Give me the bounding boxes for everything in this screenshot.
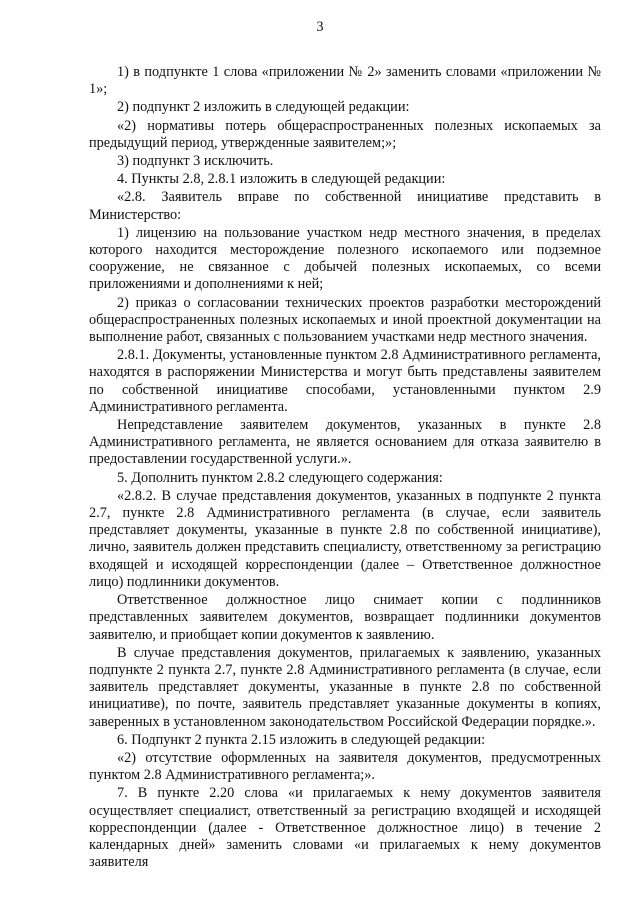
paragraph: 3) подпункт 3 исключить. xyxy=(117,153,274,170)
paragraph: 2.8.1. Документы, установленные пунктом 2.8 Административного регламента, находятся в распоряжении Министерства и могут быть представлены заявителем по собственной инициативе способами, установленными пунктом 2.9 Административного регламента. xyxy=(89,347,601,415)
paragraph: «2.8.2. В случае представления документов, указанных в подпункте 2 пункта 2.7, пункте 2.8 Административного регламента (в случае, если заявитель представляет документы, указанные в пункте 2.8 по собственной инициативе), лично, заявитель должен представить специалисту, ответственному за регистрацию входящей и исходящей корреспонденции (далее – Ответственное должностное лицо) подлинники документов. xyxy=(89,487,601,590)
paragraph: «2.8. Заявитель вправе по собственной инициативе представить в Министерство: xyxy=(89,189,601,223)
document-body xyxy=(89,64,601,871)
paragraph: В случае представления документов, прилагаемых к заявлению, указанных подпункте 2 пункта 2.7, пункте 2.8 Административного регламента (в случае, если заявитель представляет документы, указанные в пункте 2.8 по собственной инициативе), по почте, заявитель представляет указанные документы в копиях, заверенных в установленном законодательством Российской Федерации порядке.». xyxy=(89,644,601,730)
paragraph: 2) подпункт 2 изложить в следующей редакции: xyxy=(117,99,410,116)
paragraph: «2) отсутствие оформленных на заявителя документов, предусмотренных пунктом 2.8 Административного регламента;». xyxy=(89,749,601,784)
paragraph: 6. Подпункт 2 пункта 2.15 изложить в следующей редакции: xyxy=(117,731,486,748)
paragraph: 2) приказ о согласовании технических проектов разработки месторождений общераспространенных полезных ископаемых и иной проектной документации на выполнение работ, связанных с пользованием участками недр местного значения. xyxy=(89,294,601,346)
paragraph: 1) в подпункте 1 слова «приложении № 2» заменить словами «приложении № 1»; xyxy=(89,64,601,98)
page-number: 3 xyxy=(316,19,324,35)
paragraph: «2) нормативы потерь общераспространенных полезных ископаемых за предыдущий период, утвержденные заявителем;»; xyxy=(89,117,601,151)
paragraph: 1) лицензию на пользование участком недр местного значения, в пределах которого находится месторождение полезного ископаемого или подземное сооружение, не связанное с добычей полезных ископаемых, со всеми приложениями и дополнениями к ней; xyxy=(89,224,601,293)
paragraph: 4. Пункты 2.8, 2.8.1 изложить в следующей редакции: xyxy=(117,171,446,188)
paragraph: Ответственное должностное лицо снимает копии с подлинников представленных заявителем документов, возвращает подлинники документов заявителю, и приобщает копии документов к заявлению. xyxy=(89,592,601,643)
paragraph: 5. Дополнить пунктом 2.8.2 следующего содержания: xyxy=(117,469,443,486)
paragraph: 7. В пункте 2.20 слова «и прилагаемых к нему документов заявителя осуществляет специалист, ответственный за регистрацию входящей и исходящей корреспонденции (далее - Ответственное должностное лицо) в течение 2 календарных дней» заменить словами «и прилагаемых к нему документов заявителя xyxy=(89,785,601,871)
paragraph: Непредставление заявителем документов, указанных в пункте 2.8 Административного регламента, не является основанием для отказа заявителю в предоставлении государственной услуги.». xyxy=(89,417,601,468)
